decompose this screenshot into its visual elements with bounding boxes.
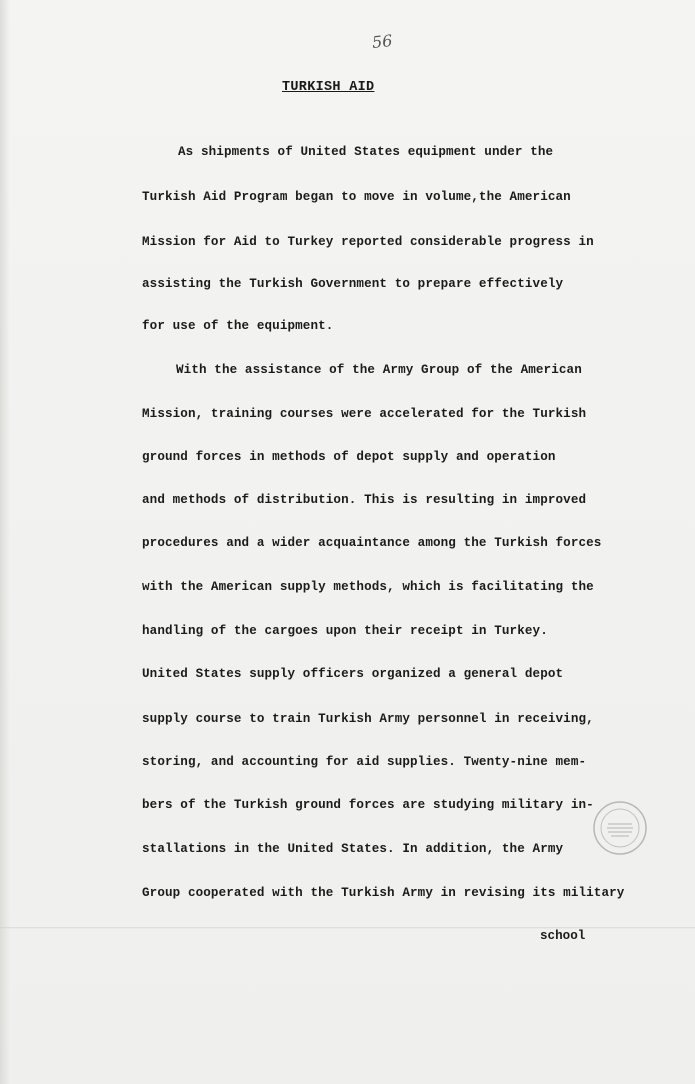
text-line: procedures and a wider acquaintance among the Turkish forces [142, 536, 602, 550]
text-line: assisting the Turkish Government to prepare effectively [142, 277, 564, 291]
text-line: for use of the equipment. [142, 319, 334, 333]
text-line: supply course to train Turkish Army personnel in receiving, [142, 712, 594, 726]
text-line: and methods of distribution. This is resulting in improved [142, 493, 587, 507]
text-line: With the assistance of the Army Group of the American [176, 363, 582, 377]
text-line: Turkish Aid Program began to move in volume,the American [142, 190, 571, 204]
text-line: ground forces in methods of depot supply and operation [142, 450, 556, 464]
page-fold-line [0, 927, 695, 929]
handwritten-page-number: 56 [371, 30, 394, 53]
text-line: As shipments of United States equipment under the [178, 145, 554, 159]
text-line: storing, and accounting for aid supplies. Twenty-nine mem- [142, 755, 587, 769]
archive-stamp-icon [592, 800, 648, 856]
text-line: with the American supply methods, which is facilitating the [142, 580, 594, 594]
text-line: handling of the cargoes upon their receipt in Turkey. [142, 624, 548, 638]
text-line: United States supply officers organized a general depot [142, 667, 564, 681]
document-title: TURKISH AID [282, 80, 375, 95]
text-line: Mission, training courses were accelerated for the Turkish [142, 407, 587, 421]
page-edge-shadow [0, 0, 10, 1084]
text-line: stallations in the United States. In addition, the Army [142, 842, 564, 856]
text-line: Group cooperated with the Turkish Army in revising its military [142, 886, 625, 900]
text-line: bers of the Turkish ground forces are studying military in- [142, 798, 594, 812]
continuation-catchword: school [540, 929, 586, 943]
text-line: Mission for Aid to Turkey reported considerable progress in [142, 235, 594, 249]
